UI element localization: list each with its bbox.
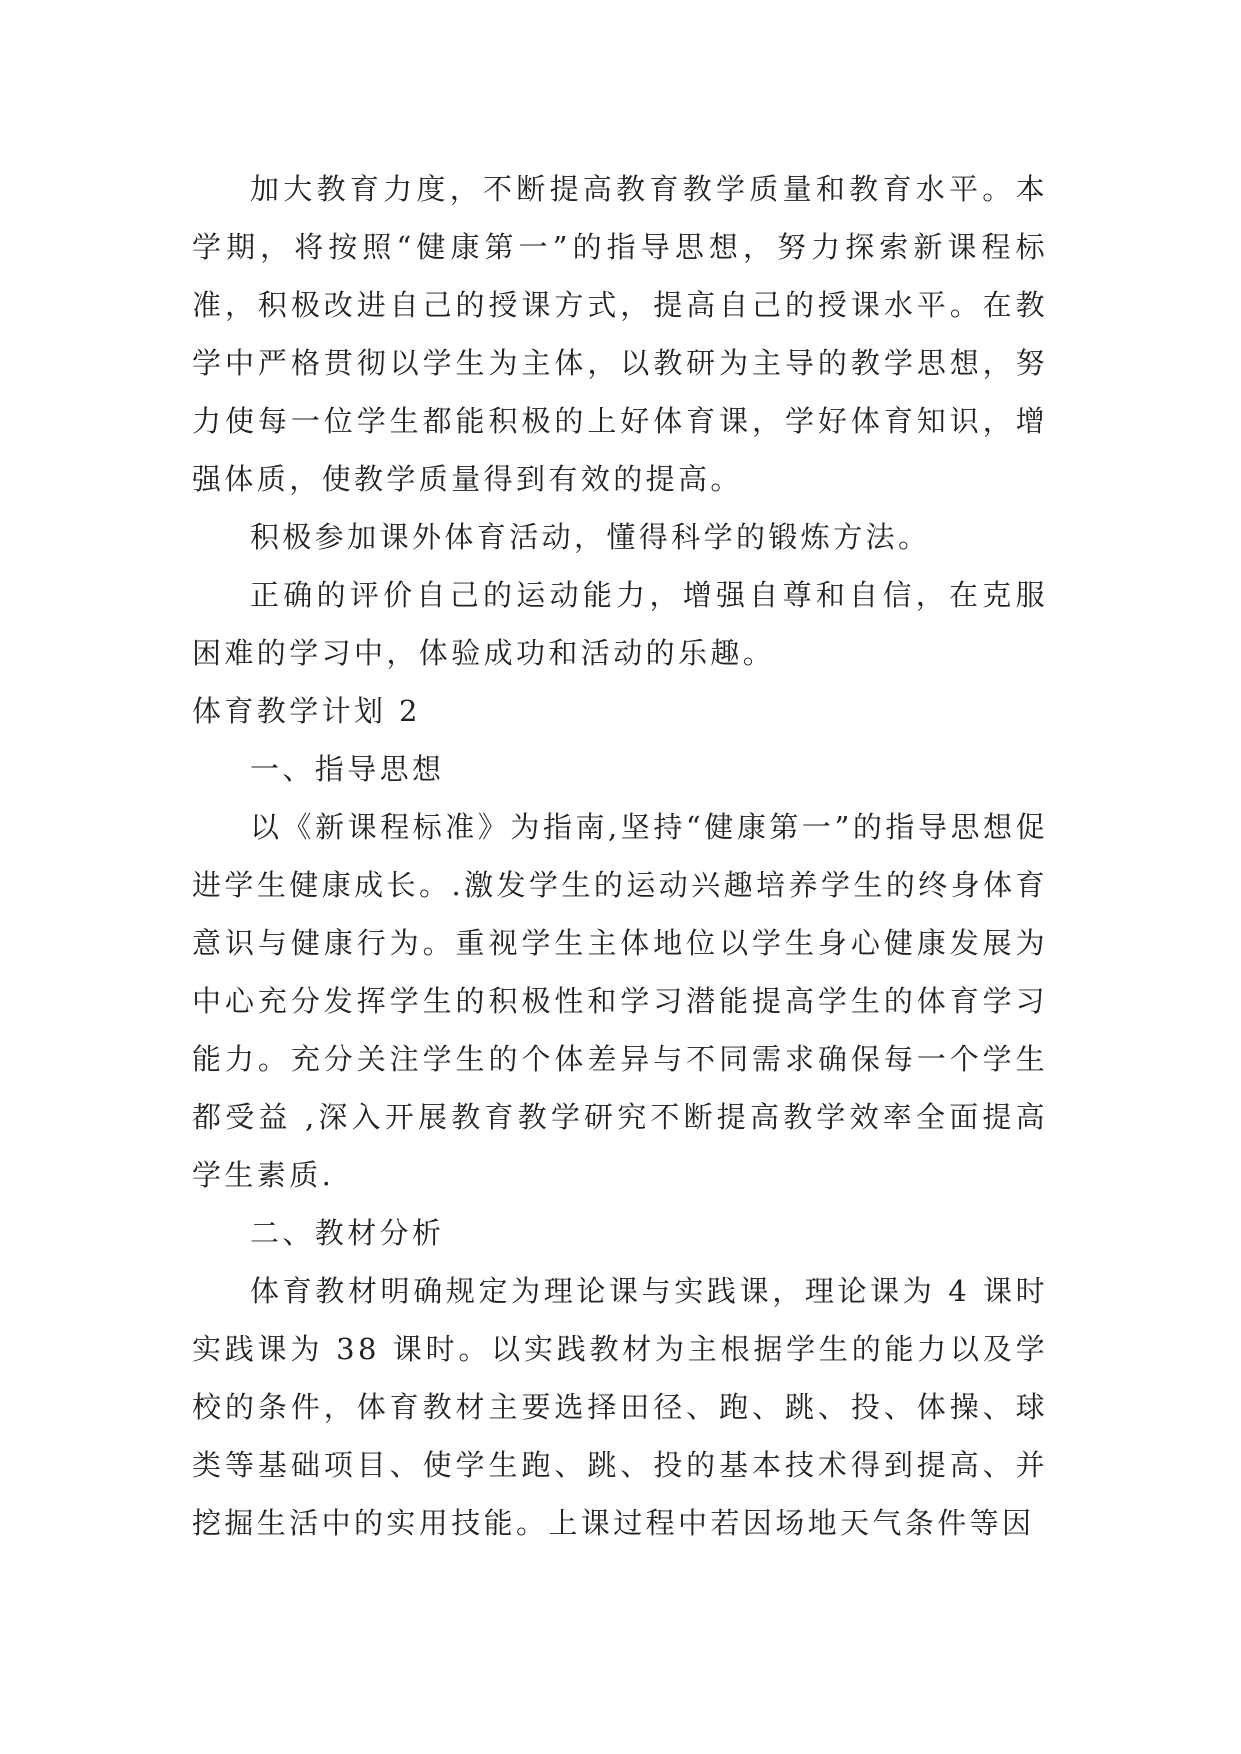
paragraph-extracurricular: 积极参加课外体育活动，懂得科学的锻炼方法。	[250, 520, 931, 554]
document-body	[192, 160, 1048, 1552]
heading-materials-analysis: 二、教材分析	[250, 1216, 445, 1250]
paragraph-guiding-ideology: 以《新课程标准》为指南,坚持“健康第一”的指导思想促进学生健康成长。.激发学生的运动兴趣培养学生的终身体育意识与健康行为。重视学生主体地位以学生身心健康发展为中心充分发挥学生的积极性和学习潜能提高学生的体育学习能力。充分关注学生的个体差异与不同需求确保每一个学生都受益 ,深入开展教育教学研究不断提高教学效率全面提高学生素质.	[192, 810, 1048, 1192]
paragraph-teaching-quality: 加大教育力度，不断提高教育教学质量和教育水平。本学期，将按照“健康第一”的指导思想，努力探索新课程标准，积极改进自己的授课方式，提高自己的授课水平。在教学中严格贯彻以学生为主体，以教研为主导的教学思想，努力使每一位学生都能积极的上好体育课，学好体育知识，增强体质，使教学质量得到有效的提高。	[192, 172, 1048, 496]
paragraph-materials-analysis: 体育教材明确规定为理论课与实践课，理论课为 4 课时实践课为 38 课时。以实践教材为主根据学生的能力以及学校的条件，体育教材主要选择田径、跑、跳、投、体操、球类等基础项目、使学生跑、跳、投的基本技术得到提高、并挖掘生活中的实用技能。上课过程中若因场地天气条件等因	[192, 1274, 1048, 1540]
heading-guiding-ideology: 一、指导思想	[250, 752, 445, 786]
section-title: 体育教学计划 2	[192, 694, 421, 728]
paragraph-self-evaluation: 正确的评价自己的运动能力，增强自尊和自信，在克服困难的学习中，体验成功和活动的乐趣。	[192, 578, 1048, 670]
